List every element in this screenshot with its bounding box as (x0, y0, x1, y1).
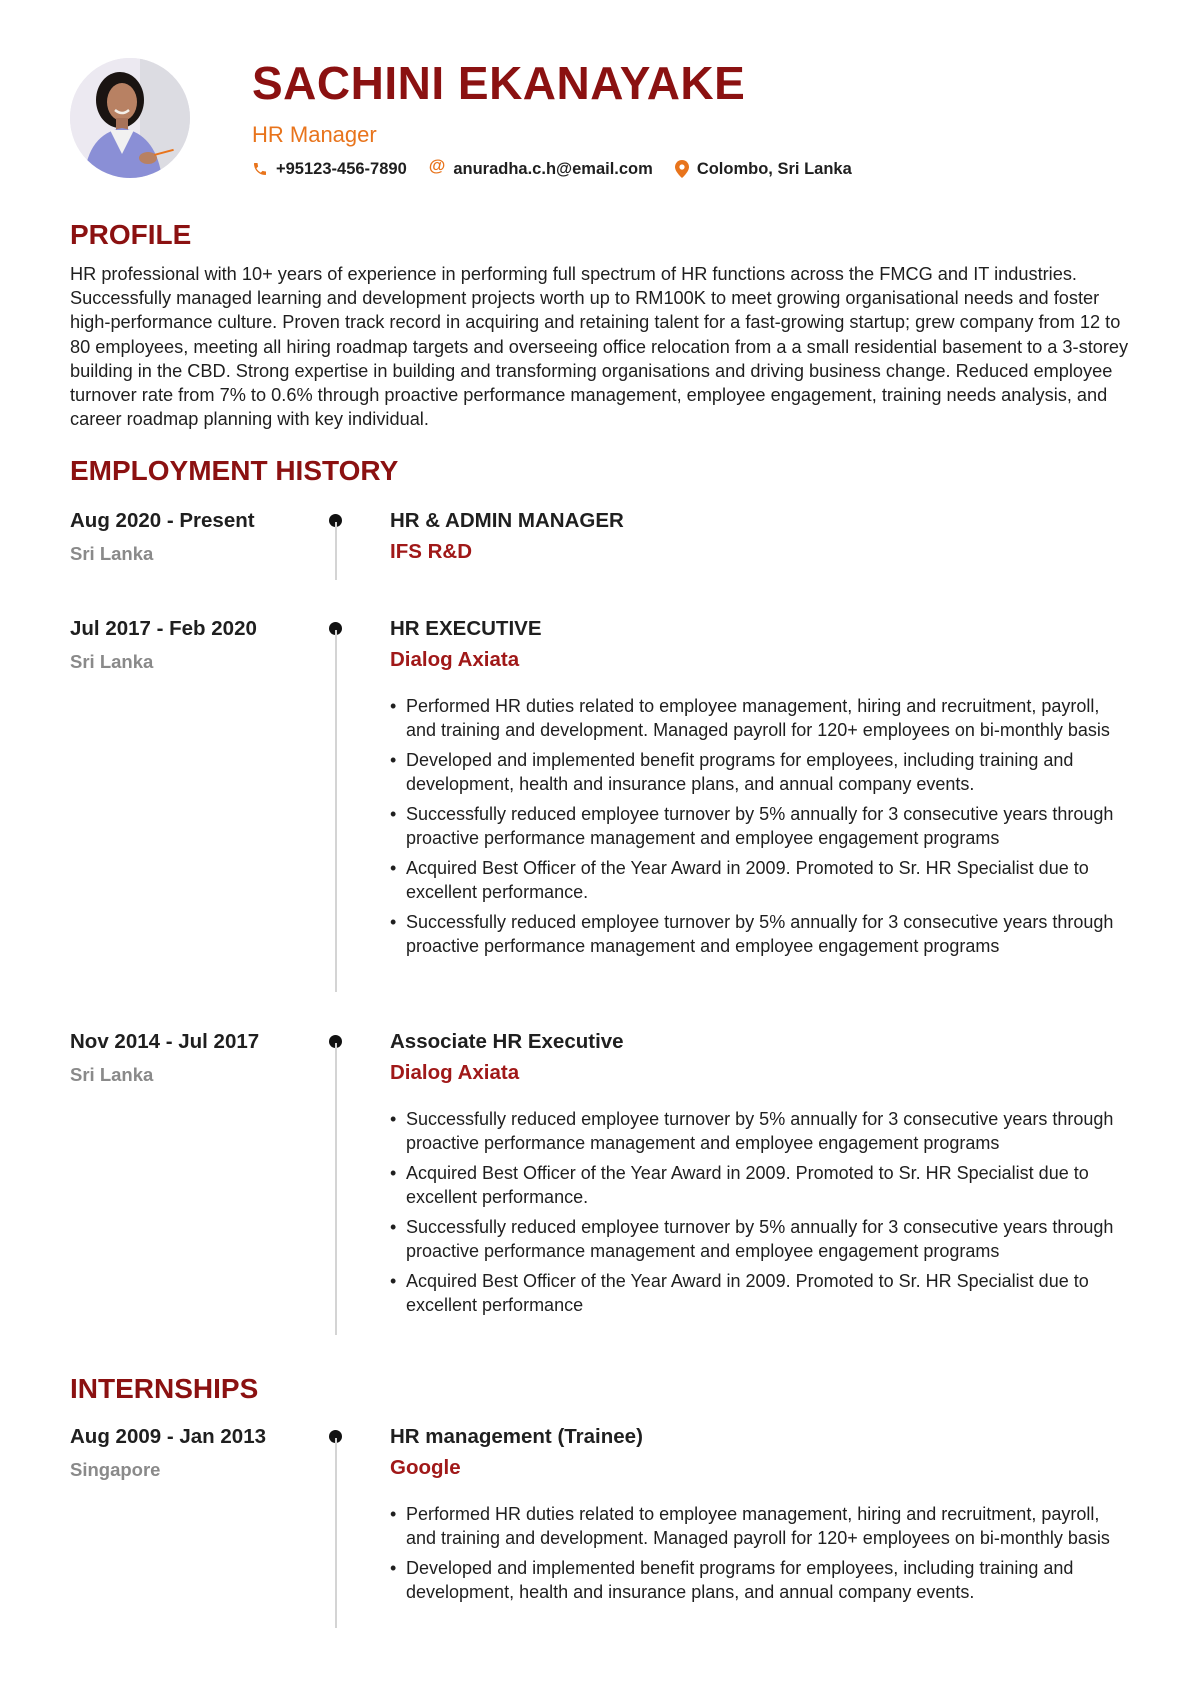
entry-company: Dialog Axiata (390, 1061, 520, 1084)
entry-dates: Aug 2009 - Jan 2013 (70, 1425, 266, 1448)
bullet-item: • Acquired Best Officer of the Year Award in 2009. Promoted to Sr. HR Specialist due to excellent performance. (390, 1161, 1130, 1209)
entry-location: Singapore (70, 1459, 161, 1480)
contact-location (675, 158, 852, 180)
entry-company: IFS R&D (390, 540, 472, 563)
profile-photo-illustration (70, 58, 190, 178)
entry-location: Sri Lanka (70, 651, 154, 672)
contact-phone[interactable] (252, 158, 407, 180)
entry-job-title: HR management (Trainee) (390, 1425, 643, 1448)
profile-heading: PROFILE (70, 219, 192, 250)
entry-job-title: HR EXECUTIVE (390, 617, 542, 640)
bullet-item: • Successfully reduced employee turnover by 5% annually for 3 consecutive years through proactive performance management and employee engagement programs (390, 1107, 1130, 1155)
profile-summary: HR professional with 10+ years of experience in performing full spectrum of HR functions across the FMCG and IT industries. Successfully managed learning and development projects worth up to RM100K to meet growing organisational needs and foster high-performance culture. Proven track record in acquiring and retaining talent for a fast-growing startup; grew company from 12 to 80 employees, meeting all hiring roadmap targets and overseeing office relocation from a a small residential basement to a 3-storey building in the CBD. Strong expertise in building and transforming organisations and driving business change. Reduced employee turnover rate from 7% to 0.6% through proactive performance management, employee engagement, training needs analysis, and career roadmap planning with key individual. (70, 264, 1129, 430)
entry-dates: Jul 2017 - Feb 2020 (70, 617, 257, 640)
location-text: Colombo, Sri Lanka (696, 160, 852, 178)
entry-location: Sri Lanka (70, 1064, 154, 1085)
entry-bullets (390, 1502, 1130, 1610)
entry-bullets (390, 1107, 1130, 1323)
timeline-line (335, 630, 337, 992)
entry-bullets (390, 694, 1130, 964)
job-title: HR Manager (252, 122, 377, 147)
bullet-item: • Successfully reduced employee turnover by 5% annually for 3 consecutive years through proactive performance management and employee engagement programs (390, 802, 1130, 850)
bullet-item: • Performed HR duties related to employee management, hiring and recruitment, payroll, and training and development. Managed payroll for 120+ employees on bi-monthly basis (390, 1502, 1130, 1550)
internships-heading: INTERNSHIPS (70, 1373, 259, 1404)
email-address: anuradha.c.h@email.com (453, 160, 653, 178)
entry-company: Dialog Axiata (390, 648, 520, 671)
contact-bar (252, 158, 852, 180)
employment-heading: EMPLOYMENT HISTORY (70, 455, 399, 486)
entry-company: Google (390, 1456, 461, 1479)
candidate-name: SACHINI EKANAYAKE (252, 57, 746, 109)
at-sign-icon: @ (428, 156, 446, 175)
contact-email[interactable] (429, 158, 653, 180)
bullet-item: • Developed and implemented benefit programs for employees, including training and development, health and insurance plans, and annual company events. (390, 748, 1130, 796)
bullet-item: • Successfully reduced employee turnover by 5% annually for 3 consecutive years through proactive performance management and employee engagement programs (390, 1215, 1130, 1263)
timeline-line (335, 1043, 337, 1335)
timeline-line (335, 522, 337, 580)
bullet-item: • Successfully reduced employee turnover by 5% annually for 3 consecutive years through proactive performance management and employee engagement programs (390, 910, 1130, 958)
phone-icon (252, 161, 268, 177)
entry-job-title: Associate HR Executive (390, 1030, 624, 1053)
map-pin-icon (675, 160, 689, 178)
bullet-item: • Acquired Best Officer of the Year Award in 2009. Promoted to Sr. HR Specialist due to excellent performance. (390, 856, 1130, 904)
bullet-item: • Acquired Best Officer of the Year Award in 2009. Promoted to Sr. HR Specialist due to excellent performance (390, 1269, 1130, 1317)
entry-location: Sri Lanka (70, 543, 154, 564)
timeline-line (335, 1438, 337, 1628)
profile-photo (70, 58, 190, 178)
bullet-item: • Performed HR duties related to employee management, hiring and recruitment, payroll, and training and development. Managed payroll for 120+ employees on bi-monthly basis (390, 694, 1130, 742)
entry-job-title: HR & ADMIN MANAGER (390, 509, 624, 532)
phone-number: +95123-456-7890 (276, 160, 407, 178)
bullet-item: • Developed and implemented benefit programs for employees, including training and development, health and insurance plans, and annual company events. (390, 1556, 1130, 1604)
entry-dates: Nov 2014 - Jul 2017 (70, 1030, 260, 1053)
entry-dates: Aug 2020 - Present (70, 509, 255, 532)
